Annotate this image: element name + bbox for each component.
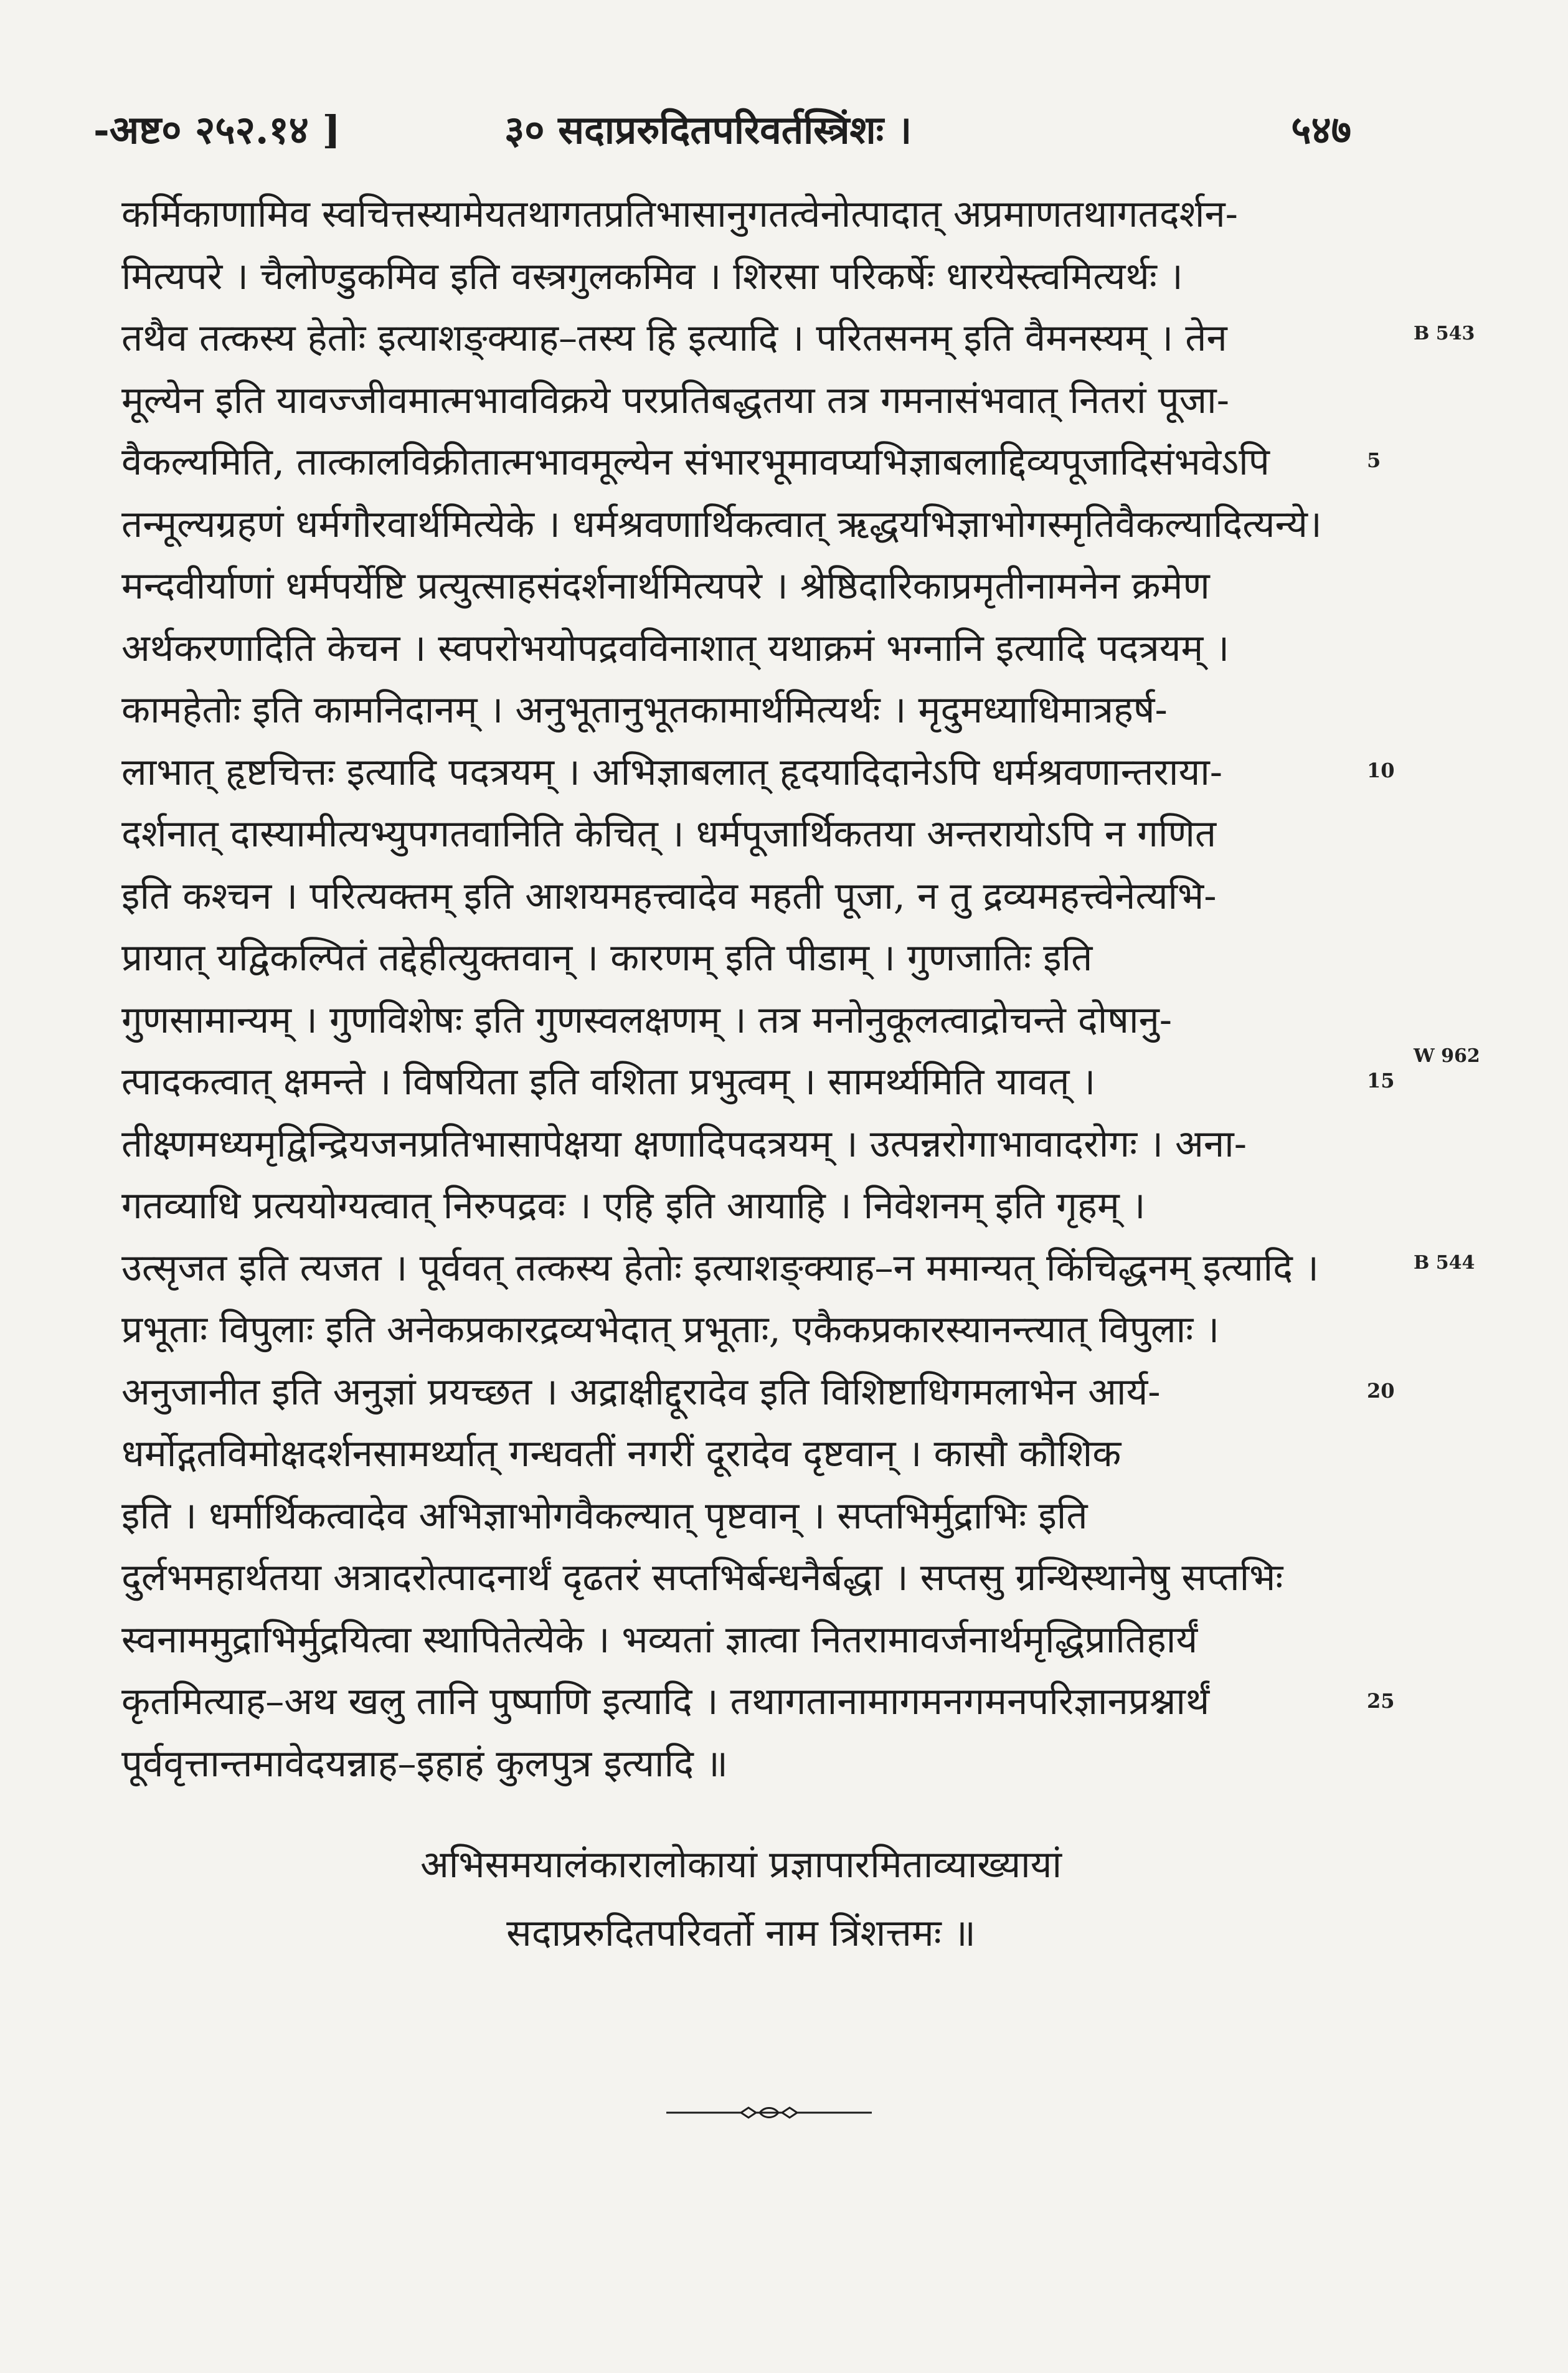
line-number: 25	[1367, 1689, 1395, 1713]
text-line: तन्मूल्यग्रहणं धर्मगौरवार्थमित्येके । धर्मश्रवणार्थिकत्वात् ऋद्धयभिज्ञाभोगस्मृतिवैकल्यादित्यन्ये।	[121, 502, 1322, 546]
line-number: 10	[1367, 759, 1395, 782]
ornament-divider-icon	[666, 2100, 872, 2125]
text-line: अर्थकरणादिति केचन । स्वपरोभयोपद्रवविनाशात् यथाक्रमं भग्नानि इत्यादि पदत्रयम् ।	[121, 626, 1230, 670]
text-line: प्रभूताः विपुलाः इति अनेकप्रकारद्रव्यभेदात् प्रभूताः, एकैकप्रकारस्यानन्त्यात् विपुलाः ।	[121, 1308, 1220, 1352]
text-line: पूर्ववृत्तान्तमावेदयन्नाह–इहाहं कुलपुत्र इत्यादि ॥	[121, 1741, 728, 1786]
manuscript-reference: W 962	[1414, 1045, 1480, 1067]
text-line: स्वनाममुद्राभिर्मुद्रयित्वा स्थापितेत्येके । भव्यतां ज्ञात्वा नितरामावर्जनार्थमृद्धिप्रातिहार्यं	[121, 1618, 1198, 1662]
text-line: मन्दवीर्याणां धर्मपर्येष्टि प्रत्युत्साहसंदर्शनार्थमित्यपरे । श्रेष्ठिदारिकाप्रमृतीनामनेन क्रमेण	[121, 564, 1210, 608]
text-line: कृतमित्याह–अथ खलु तानि पुष्पाणि इत्यादि । तथागतानामागमनगमनपरिज्ञानप्रश्नार्थं	[121, 1680, 1210, 1723]
text-line: मूल्येन इति यावज्जीवमात्मभावविक्रये परप्रतिबद्धतया तत्र गमनासंभवात् नितरां पूजा-	[121, 378, 1229, 422]
manuscript-reference: B 543	[1414, 323, 1475, 344]
running-title: ३० सदाप्ररुदितपरिवर्तस्त्रिंशः ।	[504, 107, 912, 153]
commentary-text	[121, 184, 1361, 1795]
text-line: इति कश्चन । परित्यक्तम् इति आशयमहत्त्वादेव महती पूजा, न तु द्रव्यमहत्त्वेनेत्यभि-	[121, 874, 1217, 918]
line-number: 20	[1367, 1379, 1395, 1403]
page-number: ५४७	[1291, 107, 1351, 153]
text-line: वैकल्यमिति, तात्कालविक्रीतात्मभावमूल्येन संभारभूमावप्यभिज्ञाबलाद्दिव्यपूजादिसंभवेऽपि	[121, 440, 1270, 484]
text-line: तथैव तत्कस्य हेतोः इत्याशङ्क्याह–तस्य हि इत्यादि । परितसनम् इति वैमनस्यम् । तेन	[121, 316, 1227, 360]
manuscript-reference: B 544	[1414, 1252, 1475, 1274]
line-number: 5	[1367, 448, 1381, 472]
text-line: प्रायात् यद्विकल्पितं तद्देहीत्युक्तवान् । कारणम् इति पीडाम् । गुणजातिः इति	[121, 936, 1093, 980]
text-line: गुणसामान्यम् । गुणविशेषः इति गुणस्वलक्षणम् । तत्र मनोनुकूलत्वाद्रोचन्ते दोषानु-	[121, 998, 1173, 1042]
text-line: दर्शनात् दास्यामीत्यभ्युपगतवानिति केचित् । धर्मपूजार्थिकतया अन्तरायोऽपि न गणित	[121, 812, 1217, 856]
text-line: कर्मिकाणामिव स्वचित्तस्यामेयतथागतप्रतिभासानुगतत्वेनोत्पादात् अप्रमाणतथागतदर्शन-	[121, 192, 1238, 236]
line-number: 15	[1367, 1069, 1395, 1092]
text-line: उत्सृजत इति त्यजत । पूर्ववत् तत्कस्य हेतोः इत्याशङ्क्याह–न ममान्यत् किंचिद्धनम् इत्यादि ।	[121, 1246, 1319, 1290]
text-line: गतव्याधि प्रत्ययोग्यत्वात् निरुपद्रवः । एहि इति आयाहि । निवेशनम् इति गृहम् ।	[121, 1184, 1146, 1228]
text-line: त्पादकत्वात् क्षमन्ते । विषयिता इति वशिता प्रभुत्वम् । सामर्थ्यमिति यावत् ।	[121, 1060, 1096, 1104]
text-line: तीक्ष्णमध्यमृद्विन्द्रियजनप्रतिभासापेक्षया क्षणादिपदत्रयम् । उत्पन्नरोगाभावादरोगः । अना-	[121, 1122, 1247, 1166]
text-line: इति । धर्मार्थिकत्वादेव अभिज्ञाभोगवैकल्यात् पृष्टवान् । सप्तभिर्मुद्राभिः इति	[121, 1494, 1088, 1538]
text-line: धर्मोद्गतविमोक्षदर्शनसामर्थ्यात् गन्धवतीं नगरीं दूरादेव दृष्टवान् । कासौ कौशिक	[121, 1432, 1122, 1475]
text-line: दुर्लभमहार्थतया अत्रादरोत्पादनार्थं दृढतरं सप्तभिर्बन्धनैर्बद्धा । सप्तसु ग्रन्थिस्थानेषु सप्तभिः	[121, 1556, 1283, 1599]
section-reference: -अष्ट० २५२.१४ ]	[93, 107, 341, 153]
text-line: कामहेतोः इति कामनिदानम् । अनुभूतानुभूतकामार्थमित्यर्थः । मृदुमध्याधिमात्रहर्ष-	[121, 688, 1168, 732]
text-line: लाभात् हृष्टचित्तः इत्यादि पदत्रयम् । अभिज्ञाबलात् हृदयादिदानेऽपि धर्मश्रवणान्तराया-	[121, 750, 1223, 794]
text-line: मित्यपरे । चैलोण्डुकमिव इति वस्त्रगुलकमिव । शिरसा परिकर्षेः धारयेस्त्वमित्यर्थः ।	[121, 254, 1183, 298]
page-header	[93, 103, 1351, 171]
text-line: अनुजानीत इति अनुज्ञां प्रयच्छत । अद्राक्षीद्दूरादेव इति विशिष्टाधिगमलाभेन आर्य-	[121, 1370, 1161, 1414]
colophon-line: सदाप्ररुदितपरिवर्तो नाम त्रिंशत्तमः ॥	[506, 1911, 976, 1955]
colophon-line: अभिसमयालंकारालोकायां प्रज्ञापारमिताव्याख्यायां	[420, 1843, 1062, 1887]
